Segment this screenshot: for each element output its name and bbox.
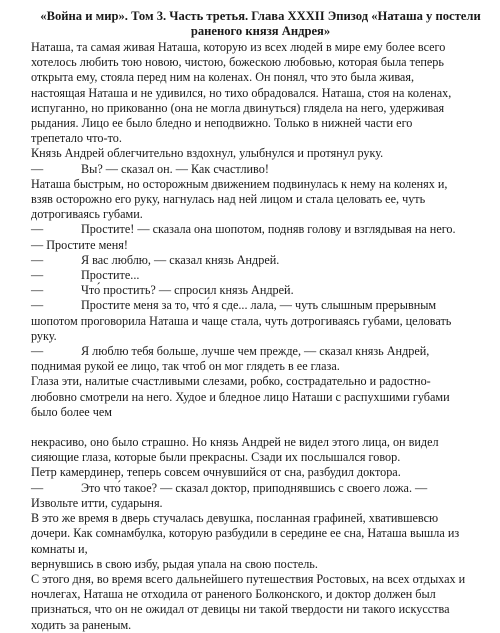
text-line: Князь Андрей облегчительно вздохнул, улыбнулся и протянул руку.: [31, 146, 384, 161]
document-title: «Война и мир». Том 3. Часть третья. Глава XXXII Эпизод «Наташа у постели раненого князя Андрея»: [40, 9, 481, 38]
text-line: дотрогиваясь губами.: [31, 207, 143, 222]
text-line: Петр камердинер, теперь совсем очнувшийся от сна, разбудил доктора.: [31, 465, 401, 480]
dialog-text: Что́ простить? — спросил князь Андрей.: [81, 283, 294, 298]
text-line: ходить за раненым.: [31, 617, 132, 632]
dialog-dash: —: [31, 222, 44, 237]
text-line: руку.: [31, 328, 57, 343]
dialog-dash: —: [31, 252, 44, 267]
paragraph-block-2: [31, 177, 490, 223]
text-line: испуганно, но прикованно (она не могла двинуться) глядела на него, удерживая: [31, 100, 445, 115]
paragraph-block-5: [31, 496, 490, 633]
paragraph-block-3: [31, 359, 490, 420]
text-line: В это же время в дверь стучалась девушка, посланная графиней, хватившевсю: [31, 511, 439, 526]
dialog-line-1: [31, 162, 490, 177]
text-line: поднимая рукой ее лицо, так чтоб он мог глядеть в ее глаза.: [31, 359, 340, 374]
dialog-line-6: [31, 298, 490, 313]
text-line: С этого дня, во время всего дальнейшего путешествия Ростовых, на всех отдыхах и: [31, 571, 466, 586]
dialog-dash: —: [31, 161, 44, 176]
text-line: вернувшись в свою избу, рыдая упала на свою постель.: [31, 556, 318, 571]
text-line: любовно смотрели на него. Худое и бледное лицо Наташи с распухшими губами: [31, 389, 450, 404]
text-line: шопотом проговорила Наташа и чаще стала, чуть дотрогиваясь губами, целовать: [31, 313, 452, 328]
text-line: трепетало что-то.: [31, 131, 122, 146]
dialog-line-7: [31, 344, 490, 359]
text-line: хотелось любить тою новою, чистою, божескою любовью, которая была теперь: [31, 55, 444, 70]
text-line: Наташа, та самая живая Наташа, которую из всех людей в мире ему более всего: [31, 40, 446, 54]
dialog-line-5: [31, 283, 490, 298]
text-line: сияющие глаза, которые были прекрасны. Сзади их послышался говор.: [31, 450, 401, 465]
text-line: было более чем: [31, 404, 112, 419]
dialog-text: Простите! — сказала она шопотом, подняв голову и взглядывая на него.: [81, 222, 456, 237]
paragraph-block-1: [31, 40, 490, 162]
dialog-dash: —: [31, 268, 44, 283]
dialog-text: Это что́ такое? — сказал доктор, приподнявшись с своего ложа. —: [81, 480, 428, 495]
dialog-text: Простите...: [81, 268, 140, 283]
dialog-text: Я люблю тебя больше, лучше чем прежде, — сказал князь Андрей,: [81, 344, 430, 359]
dialog-dash: —: [31, 344, 44, 359]
dialog-text: Простите меня за то, что́ я сде... лала, — чуть слышным прерывным: [81, 298, 437, 313]
dialog-line-2: [31, 222, 490, 237]
text-line: открыта ему, стояла перед ним на коленах. Он понял, что это была живая,: [31, 70, 414, 85]
dialog-dash: —: [31, 480, 44, 495]
text-line: Извольте итти, сударыня.: [31, 495, 163, 510]
text-line: Глаза эти, налитые счастливыми слезами, робко, сострадательно и радостно-: [31, 374, 431, 389]
text-line: дочери. Как сомнамбулка, которую разбудили в середине ее сна, Наташа вышла из: [31, 526, 460, 541]
dialog-line-4: [31, 268, 490, 283]
text-line: — Простите меня!: [31, 237, 128, 252]
paragraph-block-4: [31, 435, 490, 481]
page-break-gap: [31, 420, 490, 435]
text-line: рыдания. Лицо ее было бледно и неподвижно. Только в нижней части его: [31, 116, 413, 131]
text-line: взяв осторожно его руку, нагнулась над ней лицом и стала целовать ее, чуть: [31, 192, 426, 207]
dialog-line-8: [31, 481, 490, 496]
dialog-dash: —: [31, 298, 44, 313]
text-line: настоящая Наташа и не удивился, но тихо обрадовался. Наташа, стоя на коленах,: [31, 85, 452, 100]
text-line: ночлегах, Наташа не отходила от раненого Болконского, и доктор должен был: [31, 587, 436, 602]
dialog-line-3: [31, 253, 490, 268]
text-line: комнаты и,: [31, 541, 88, 556]
dialog-text: Вы? — сказал он. — Как счастливо!: [81, 161, 269, 176]
dialog-text: Я вас люблю, — сказал князь Андрей.: [81, 252, 280, 267]
text-line: некрасиво, оно было страшно. Но князь Андрей не видел этого лица, он видел: [31, 435, 439, 450]
dialog-dash: —: [31, 283, 44, 298]
text-line: признаться, что он не ожидал от девицы ни такой твердости ни такого искусства: [31, 602, 450, 617]
text-line: Наташа быстрым, но осторожным движением подвинулась к нему на коленях и,: [31, 176, 448, 191]
